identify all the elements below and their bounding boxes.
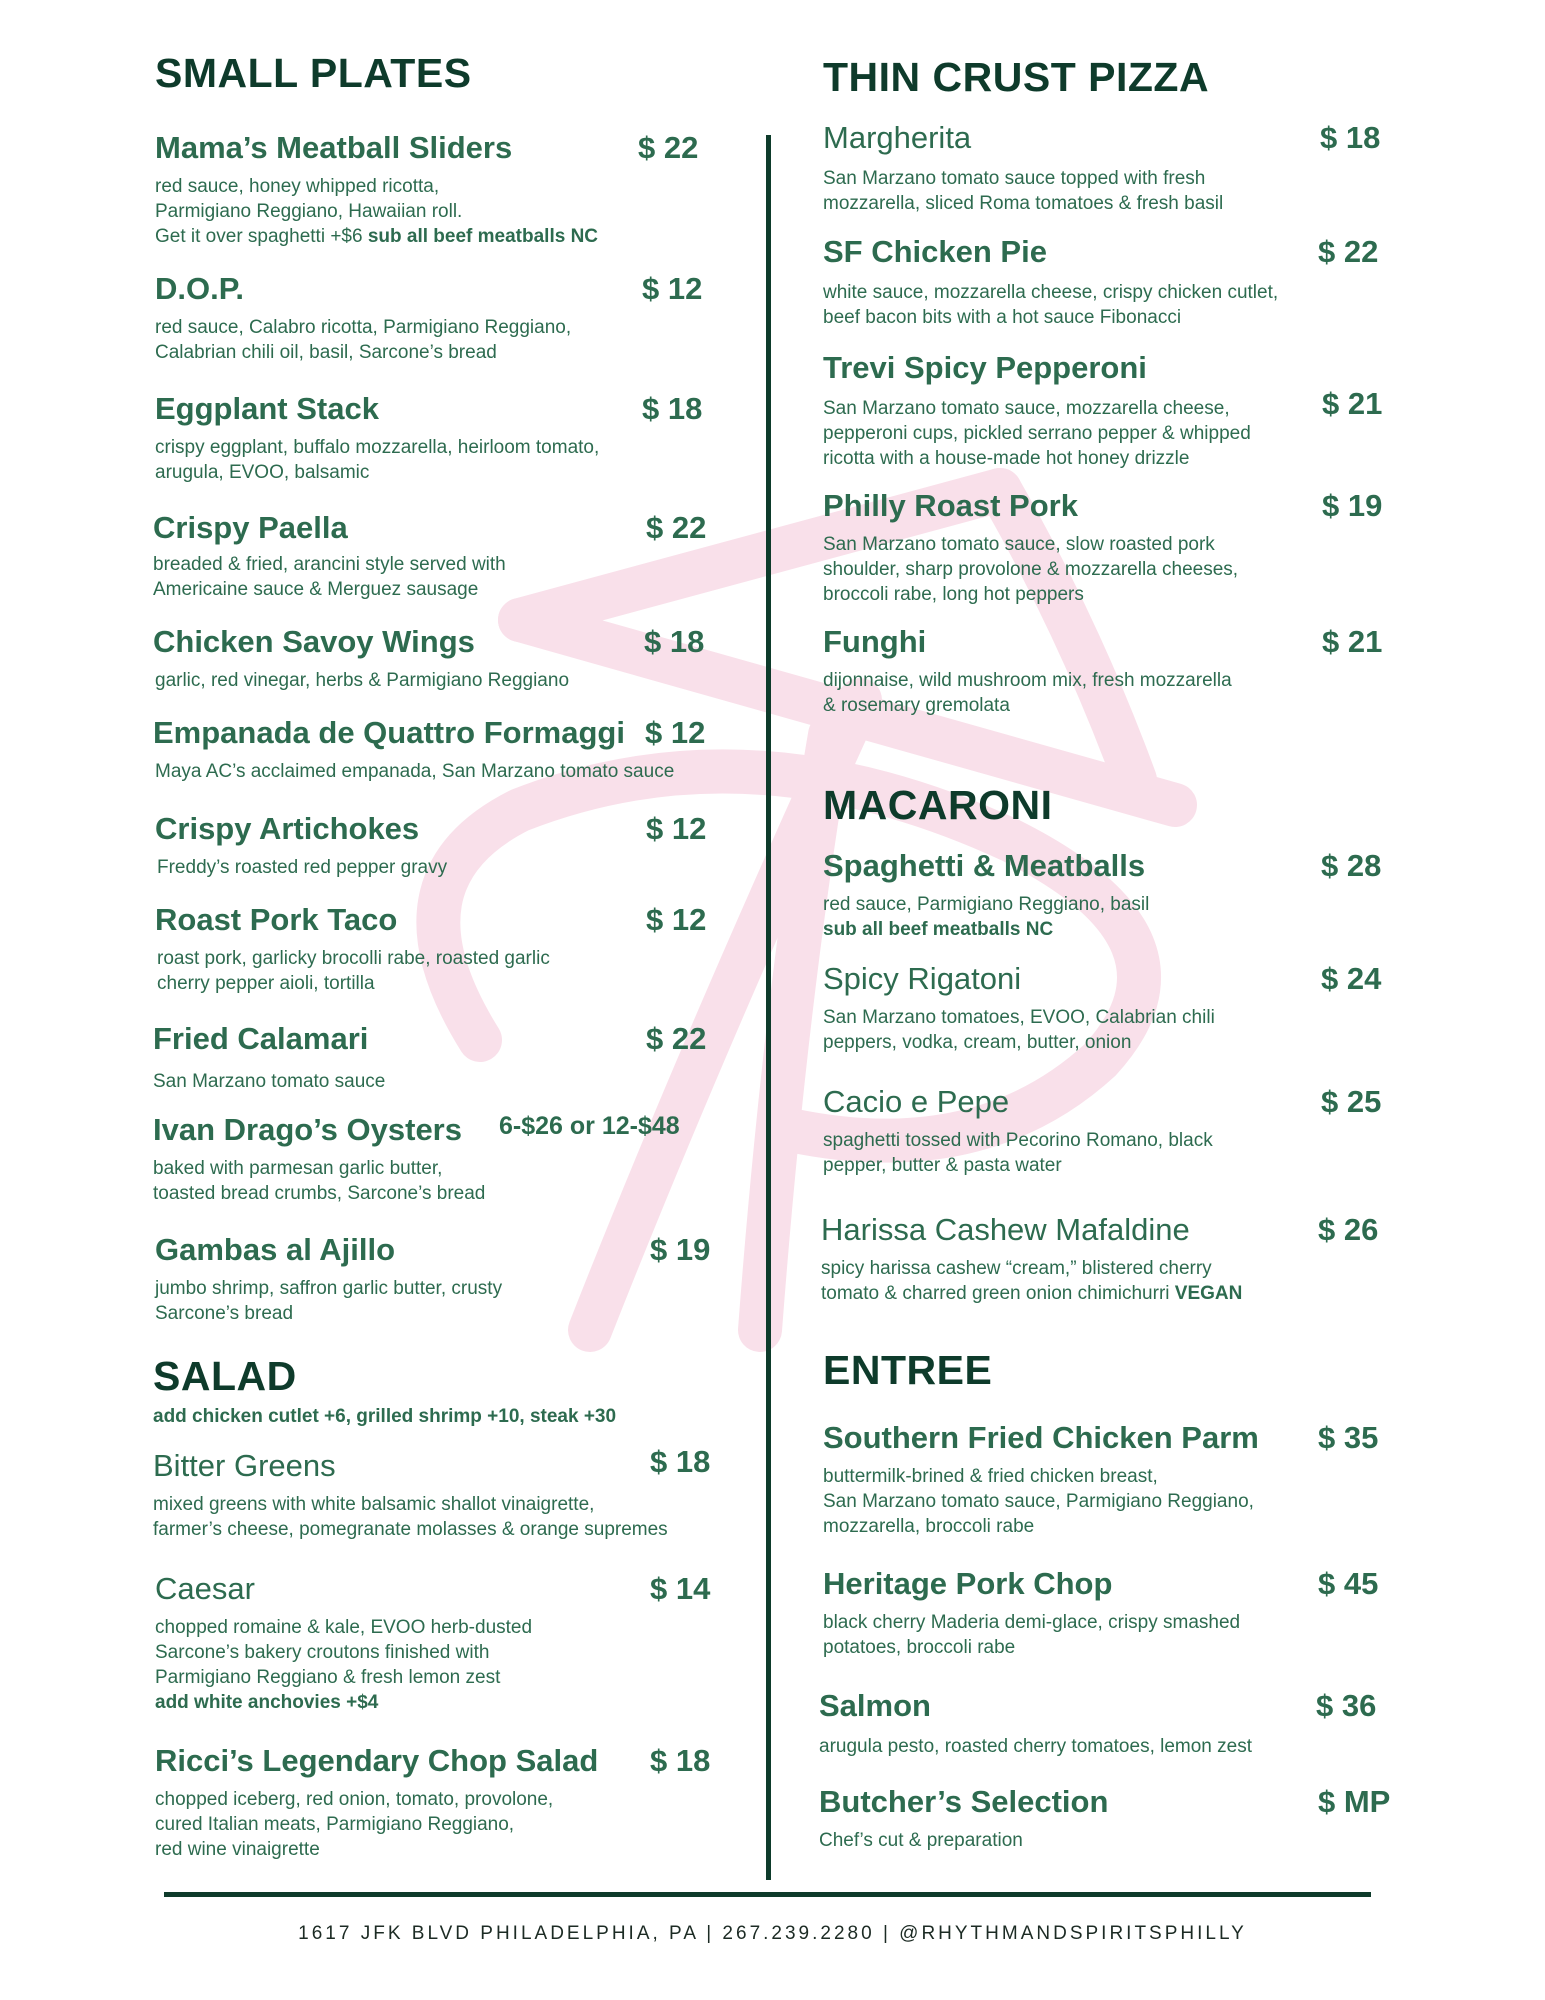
section-title-thin-crust-pizza: THIN CRUST PIZZA xyxy=(823,54,1210,100)
item-price: $ 12 xyxy=(646,902,707,937)
menu-item-meatball-sliders xyxy=(155,130,715,250)
item-description: Chef’s cut & preparation xyxy=(819,1830,1023,1851)
item-name: Ricci’s Legendary Chop Salad xyxy=(155,1743,599,1778)
item-name: D.O.P. xyxy=(155,271,245,306)
item-price: $ 21 xyxy=(1322,386,1383,421)
menu-item-eggplant-stack xyxy=(155,391,715,491)
item-price: $ 36 xyxy=(1316,1688,1377,1723)
menu-item-salmon xyxy=(819,1688,1393,1768)
item-name: Eggplant Stack xyxy=(155,391,379,426)
item-description: garlic, red vinegar, herbs & Parmigiano Reggiano xyxy=(155,670,570,691)
menu-item-funghi xyxy=(823,624,1393,724)
item-name: Fried Calamari xyxy=(153,1021,369,1056)
item-description: Freddy’s roasted red pepper gravy xyxy=(157,857,448,878)
item-name: Roast Pork Taco xyxy=(155,902,398,937)
item-name: Spicy Rigatoni xyxy=(823,961,1022,996)
item-description: dijonnaise, wild mushroom mix, fresh mozzarella & rosemary gremolata xyxy=(823,670,1232,716)
item-name: Funghi xyxy=(823,624,927,659)
item-description: breaded & fried, arancini style served with Americaine sauce & Merguez sausage xyxy=(153,554,506,600)
item-price: $ 18 xyxy=(1320,120,1381,155)
item-price: $ 22 xyxy=(646,510,707,545)
item-name: Bitter Greens xyxy=(153,1448,336,1483)
menu-item-fried-calamari xyxy=(153,1021,718,1101)
item-price: $ 12 xyxy=(642,271,703,306)
item-price: $ MP xyxy=(1318,1784,1391,1819)
menu-item-bitter-greens xyxy=(153,1444,723,1544)
item-name: SF Chicken Pie xyxy=(823,234,1047,269)
item-price: $ 25 xyxy=(1321,1084,1382,1119)
item-description: red sauce, honey whipped ricotta, Parmigiano Reggiano, Hawaiian roll. Get it over spaghetti +$6 sub all beef meatballs NC xyxy=(155,176,599,247)
item-price: $ 18 xyxy=(644,624,705,659)
item-name: Philly Roast Pork xyxy=(823,488,1078,523)
menu-item-philly-roast-pork xyxy=(823,488,1393,613)
item-name: Harissa Cashew Mafaldine xyxy=(821,1212,1190,1247)
menu-item-crispy-paella xyxy=(153,510,718,610)
menu-item-heritage-pork-chop xyxy=(823,1566,1393,1666)
item-name: Empanada de Quattro Formaggi xyxy=(153,715,625,750)
item-description: arugula pesto, roasted cherry tomatoes, lemon zest xyxy=(819,1736,1253,1757)
item-price: $ 19 xyxy=(1322,488,1383,523)
menu-item-margherita xyxy=(823,120,1393,220)
item-description: San Marzano tomato sauce xyxy=(153,1071,386,1092)
menu-item-harissa-cashew-mafaldine xyxy=(821,1212,1393,1312)
item-name: Butcher’s Selection xyxy=(819,1784,1109,1819)
item-name: Salmon xyxy=(819,1688,931,1723)
menu-item-empanada xyxy=(153,715,718,795)
item-description: Maya AC’s acclaimed empanada, San Marzano tomato sauce xyxy=(155,761,675,782)
item-price: $ 35 xyxy=(1318,1420,1379,1455)
item-name: Ivan Drago’s Oysters xyxy=(153,1112,462,1147)
item-price: $ 21 xyxy=(1322,624,1383,659)
menu-item-cacio-e-pepe xyxy=(823,1084,1393,1184)
item-name: Trevi Spicy Pepperoni xyxy=(823,350,1147,385)
menu-item-trevi-spicy-pepperoni xyxy=(823,350,1393,475)
menu-item-spaghetti-meatballs xyxy=(823,848,1393,948)
menu-item-spicy-rigatoni xyxy=(823,961,1393,1061)
item-description: red sauce, Parmigiano Reggiano, basil sub all beef meatballs NC xyxy=(823,894,1150,940)
item-description: San Marzano tomato sauce, mozzarella cheese, pepperoni cups, pickled serrano pepper & whipped ricotta with a house-made hot honey drizzle xyxy=(823,398,1251,469)
item-description: buttermilk-brined & fried chicken breast, San Marzano tomato sauce, Parmigiano Reggiano, mozzarella, broccoli rabe xyxy=(823,1466,1254,1537)
item-description: baked with parmesan garlic butter, toasted bread crumbs, Sarcone’s bread xyxy=(153,1158,486,1204)
menu-item-butchers-selection xyxy=(819,1784,1399,1864)
menu-item-ivan-drago-oysters xyxy=(153,1112,728,1212)
menu-item-crispy-artichokes xyxy=(155,811,720,891)
item-name: Caesar xyxy=(155,1571,255,1606)
menu-item-gambas-al-ajillo xyxy=(155,1232,720,1332)
section-title-salad: SALAD xyxy=(153,1353,297,1399)
salad-add-on-note: add chicken cutlet +6, grilled shrimp +10, steak +30 xyxy=(153,1406,617,1427)
item-name: Spaghetti & Meatballs xyxy=(823,848,1146,883)
menu-item-roast-pork-taco xyxy=(155,902,720,1002)
item-description: San Marzano tomatoes, EVOO, Calabrian chili peppers, vodka, cream, butter, onion xyxy=(823,1007,1215,1053)
item-price: $ 22 xyxy=(638,130,699,165)
item-price: $ 28 xyxy=(1321,848,1382,883)
item-description: chopped iceberg, red onion, tomato, provolone, cured Italian meats, Parmigiano Reggiano, red wine vinaigrette xyxy=(155,1789,554,1860)
item-price: $ 22 xyxy=(1318,234,1379,269)
item-description: black cherry Maderia demi-glace, crispy smashed potatoes, broccoli rabe xyxy=(823,1612,1241,1658)
item-name: Chicken Savoy Wings xyxy=(153,624,475,659)
menu-item-dop xyxy=(155,271,715,371)
item-price: $ 24 xyxy=(1321,961,1382,996)
footer-divider xyxy=(164,1892,1371,1897)
item-description: red sauce, Calabro ricotta, Parmigiano Reggiano, Calabrian chili oil, basil, Sarcone’s bread xyxy=(155,317,572,363)
item-price: $ 12 xyxy=(645,715,706,750)
item-name: Heritage Pork Chop xyxy=(823,1566,1113,1601)
menu-item-chicken-savoy-wings xyxy=(153,624,718,704)
section-title-small-plates: SMALL PLATES xyxy=(155,50,472,96)
item-name: Crispy Paella xyxy=(153,510,348,545)
menu-item-southern-fried-chicken-parm xyxy=(823,1420,1393,1545)
item-description: San Marzano tomato sauce topped with fresh mozzarella, sliced Roma tomatoes & fresh basil xyxy=(823,168,1224,214)
item-name: Margherita xyxy=(823,120,972,155)
item-name: Southern Fried Chicken Parm xyxy=(823,1420,1259,1455)
item-description: spicy harissa cashew “cream,” blistered cherry tomato & charred green onion chimichurri VEGAN xyxy=(821,1258,1243,1304)
item-price: $ 45 xyxy=(1318,1566,1379,1601)
section-title-entree: ENTREE xyxy=(823,1347,993,1393)
item-name: Gambas al Ajillo xyxy=(155,1232,396,1267)
item-description: mixed greens with white balsamic shallot vinaigrette, farmer’s cheese, pomegranate molasses & orange supremes xyxy=(153,1494,668,1540)
menu-item-chop-salad xyxy=(155,1743,725,1873)
column-divider xyxy=(766,135,771,1880)
item-description: white sauce, mozzarella cheese, crispy chicken cutlet, beef bacon bits with a hot sauce Fibonacci xyxy=(823,282,1279,328)
menu-item-caesar xyxy=(155,1571,725,1721)
item-price: $ 26 xyxy=(1318,1212,1379,1247)
item-price: $ 19 xyxy=(650,1232,711,1267)
item-price: $ 22 xyxy=(646,1021,707,1056)
item-price: $ 18 xyxy=(650,1444,711,1479)
item-description: chopped romaine & kale, EVOO herb-dusted Sarcone’s bakery croutons finished with Parmigiano Reggiano & fresh lemon zest add white anchovies +$4 xyxy=(155,1617,533,1713)
item-price: $ 14 xyxy=(650,1571,711,1606)
item-price: $ 18 xyxy=(642,391,703,426)
item-price: 6-$26 or 12-$48 xyxy=(499,1112,680,1140)
footer-contact: 1617 JFK BLVD PHILADELPHIA, PA | 267.239.2280 | @RHYTHMANDSPIRITSPHILLY xyxy=(298,1923,1247,1944)
menu-item-sf-chicken-pie xyxy=(823,234,1393,334)
section-title-macaroni: MACARONI xyxy=(823,782,1053,828)
item-name: Cacio e Pepe xyxy=(823,1084,1010,1119)
item-description: jumbo shrimp, saffron garlic butter, crusty Sarcone’s bread xyxy=(155,1278,503,1324)
item-name: Crispy Artichokes xyxy=(155,811,420,846)
item-description: San Marzano tomato sauce, slow roasted pork shoulder, sharp provolone & mozzarella cheeses, broccoli rabe, long hot peppers xyxy=(823,534,1239,605)
item-name: Mama’s Meatball Sliders xyxy=(155,130,513,165)
item-description: crispy eggplant, buffalo mozzarella, heirloom tomato, arugula, EVOO, balsamic xyxy=(155,437,600,483)
item-description: roast pork, garlicky brocolli rabe, roasted garlic cherry pepper aioli, tortilla xyxy=(157,948,550,994)
item-price: $ 18 xyxy=(650,1743,711,1778)
item-description: spaghetti tossed with Pecorino Romano, black pepper, butter & pasta water xyxy=(823,1130,1213,1176)
item-price: $ 12 xyxy=(646,811,707,846)
